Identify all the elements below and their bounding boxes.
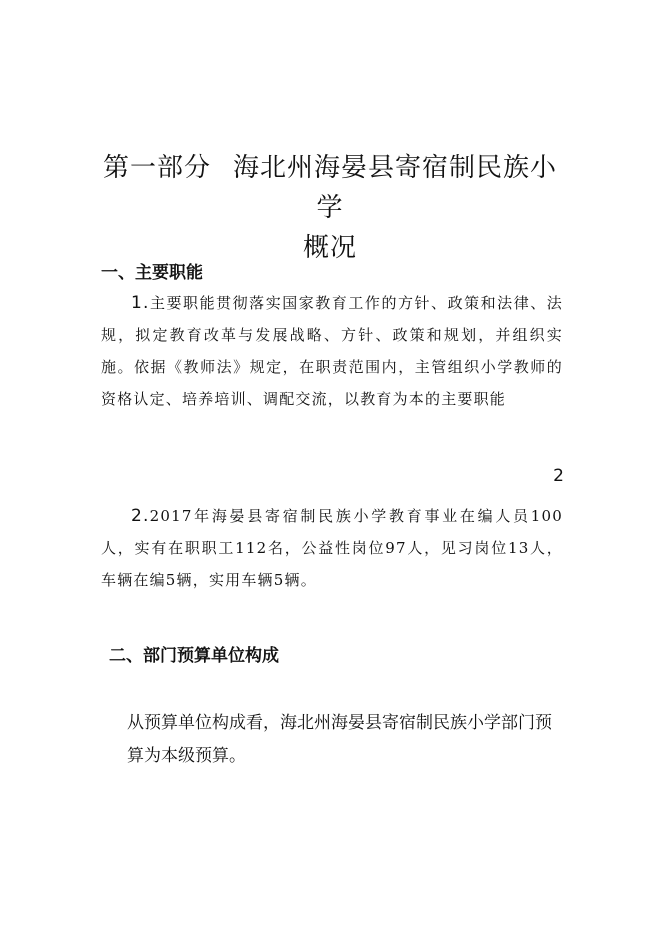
section-1-item-1 — [101, 287, 563, 415]
item-2-number: 2. — [131, 506, 150, 526]
item-2-text: 2017年海晏县寄宿制民族小学教育事业在编人员100人，实有在职职工112名，公益性岗位97人，见习岗位13人，车辆在编5辆，实用车辆5辆。 — [101, 507, 563, 589]
page-title — [100, 148, 560, 268]
title-school-name: 海北州海晏县寄宿制民族小学 — [233, 153, 558, 223]
item-1-text: 主要职能贯彻落实国家教育工作的方针、政策和法律、法规，拟定教育改革与发展战略、方针、政策和规划，并组织实施。依据《教师法》规定，在职责范围内，主管组织小学教师的资格认定、培养培训、调配交流，以教育为本的主要职能 — [101, 294, 563, 408]
section-2-paragraph: 从预算单位构成看，海北州海晏县寄宿制民族小学部门预算为本级预算。 — [127, 713, 552, 766]
title-line-2: 概况 — [302, 233, 357, 263]
title-line-1 — [100, 148, 560, 228]
item-1-number: 1. — [131, 293, 150, 313]
section-2-heading: 二、部门预算单位构成 — [109, 646, 279, 666]
section-1-item-2 — [101, 500, 563, 596]
title-part-label: 第一部分 — [102, 153, 211, 183]
section-1-heading: 一、主要职能 — [101, 263, 203, 283]
page-number: 2 — [553, 466, 564, 486]
